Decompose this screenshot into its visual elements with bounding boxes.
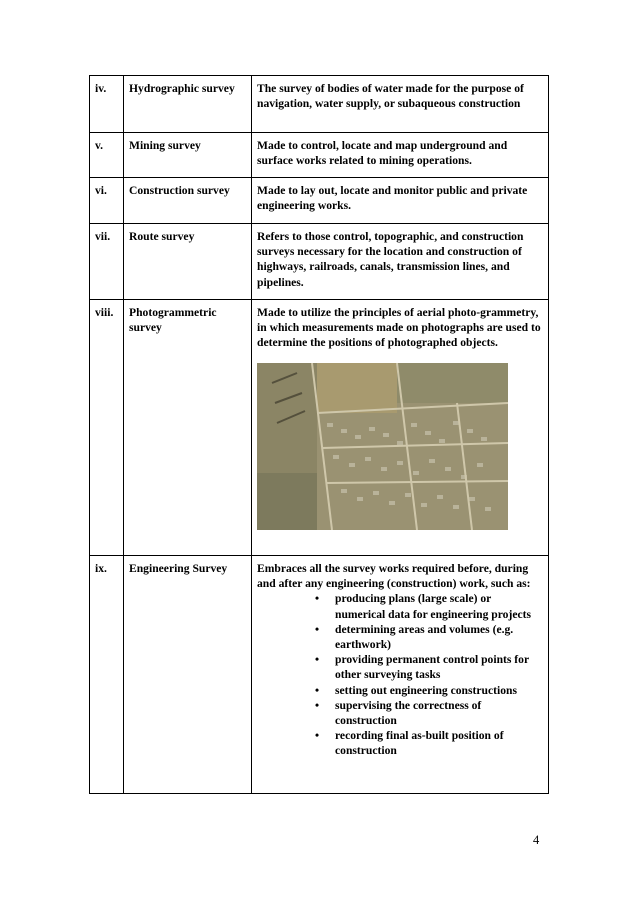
bullet-icon: • — [315, 698, 320, 712]
row-number: iv. — [90, 76, 124, 133]
table-row — [90, 300, 549, 556]
survey-name: Mining survey — [124, 133, 252, 178]
aerial-photograph — [257, 363, 508, 530]
survey-name: Construction survey — [124, 178, 252, 224]
list-item-text: recording final as-built position of construction — [335, 729, 504, 758]
page-number: 4 — [533, 833, 540, 847]
survey-types-table — [89, 75, 549, 794]
survey-description-cell — [252, 300, 549, 556]
table-row — [90, 178, 549, 224]
survey-name: Route survey — [124, 224, 252, 300]
list-item — [315, 622, 544, 652]
survey-description: The survey of bodies of water made for the purpose of navigation, water supply, or subaqueous construction — [252, 76, 549, 133]
survey-name: Photogrammetric survey — [124, 300, 252, 556]
list-item — [315, 591, 544, 621]
list-item-text: providing permanent control points for other surveying tasks — [335, 653, 529, 682]
row-number: ix. — [90, 556, 124, 794]
survey-description: Made to control, locate and map underground and surface works related to mining operations. — [252, 133, 549, 178]
list-item-text: producing plans (large scale) or numerical data for engineering projects — [335, 592, 531, 621]
list-item — [315, 652, 544, 682]
row-number: vi. — [90, 178, 124, 224]
list-item-text: determining areas and volumes (e.g. earthwork) — [335, 622, 514, 652]
bullet-icon: • — [315, 592, 320, 606]
bullet-icon: • — [315, 729, 320, 743]
table-row — [90, 133, 549, 178]
row-number: vii. — [90, 224, 124, 300]
survey-description-cell — [252, 556, 549, 794]
survey-description: Made to utilize the principles of aerial photo-grammetry, in which measurements made on photographs are used to determine the positions of photographed objects. — [257, 306, 541, 350]
row-number: viii. — [90, 300, 124, 556]
row-number: v. — [90, 133, 124, 178]
list-item — [315, 728, 544, 758]
table-row — [90, 76, 549, 133]
survey-name: Hydrographic survey — [124, 76, 252, 133]
engineering-task-list — [257, 591, 544, 758]
list-item — [315, 698, 544, 728]
table-row — [90, 224, 549, 300]
survey-description: Refers to those control, topographic, and construction surveys necessary for the location and construction of highways, railroads, canals, transmission lines, and pipelines. — [252, 224, 549, 300]
survey-description: Embraces all the survey works required before, during and after any engineering (construction) work, such as: — [257, 562, 531, 591]
bullet-icon: • — [315, 683, 320, 697]
bullet-icon: • — [315, 622, 320, 636]
bullet-icon: • — [315, 653, 320, 667]
survey-description: Made to lay out, locate and monitor public and private engineering works. — [252, 178, 549, 224]
list-item-text: supervising the correctness of construction — [335, 698, 482, 728]
survey-name: Engineering Survey — [124, 556, 252, 794]
list-item-text: setting out engineering constructions — [335, 683, 517, 697]
table-row — [90, 556, 549, 794]
list-item — [315, 683, 544, 698]
